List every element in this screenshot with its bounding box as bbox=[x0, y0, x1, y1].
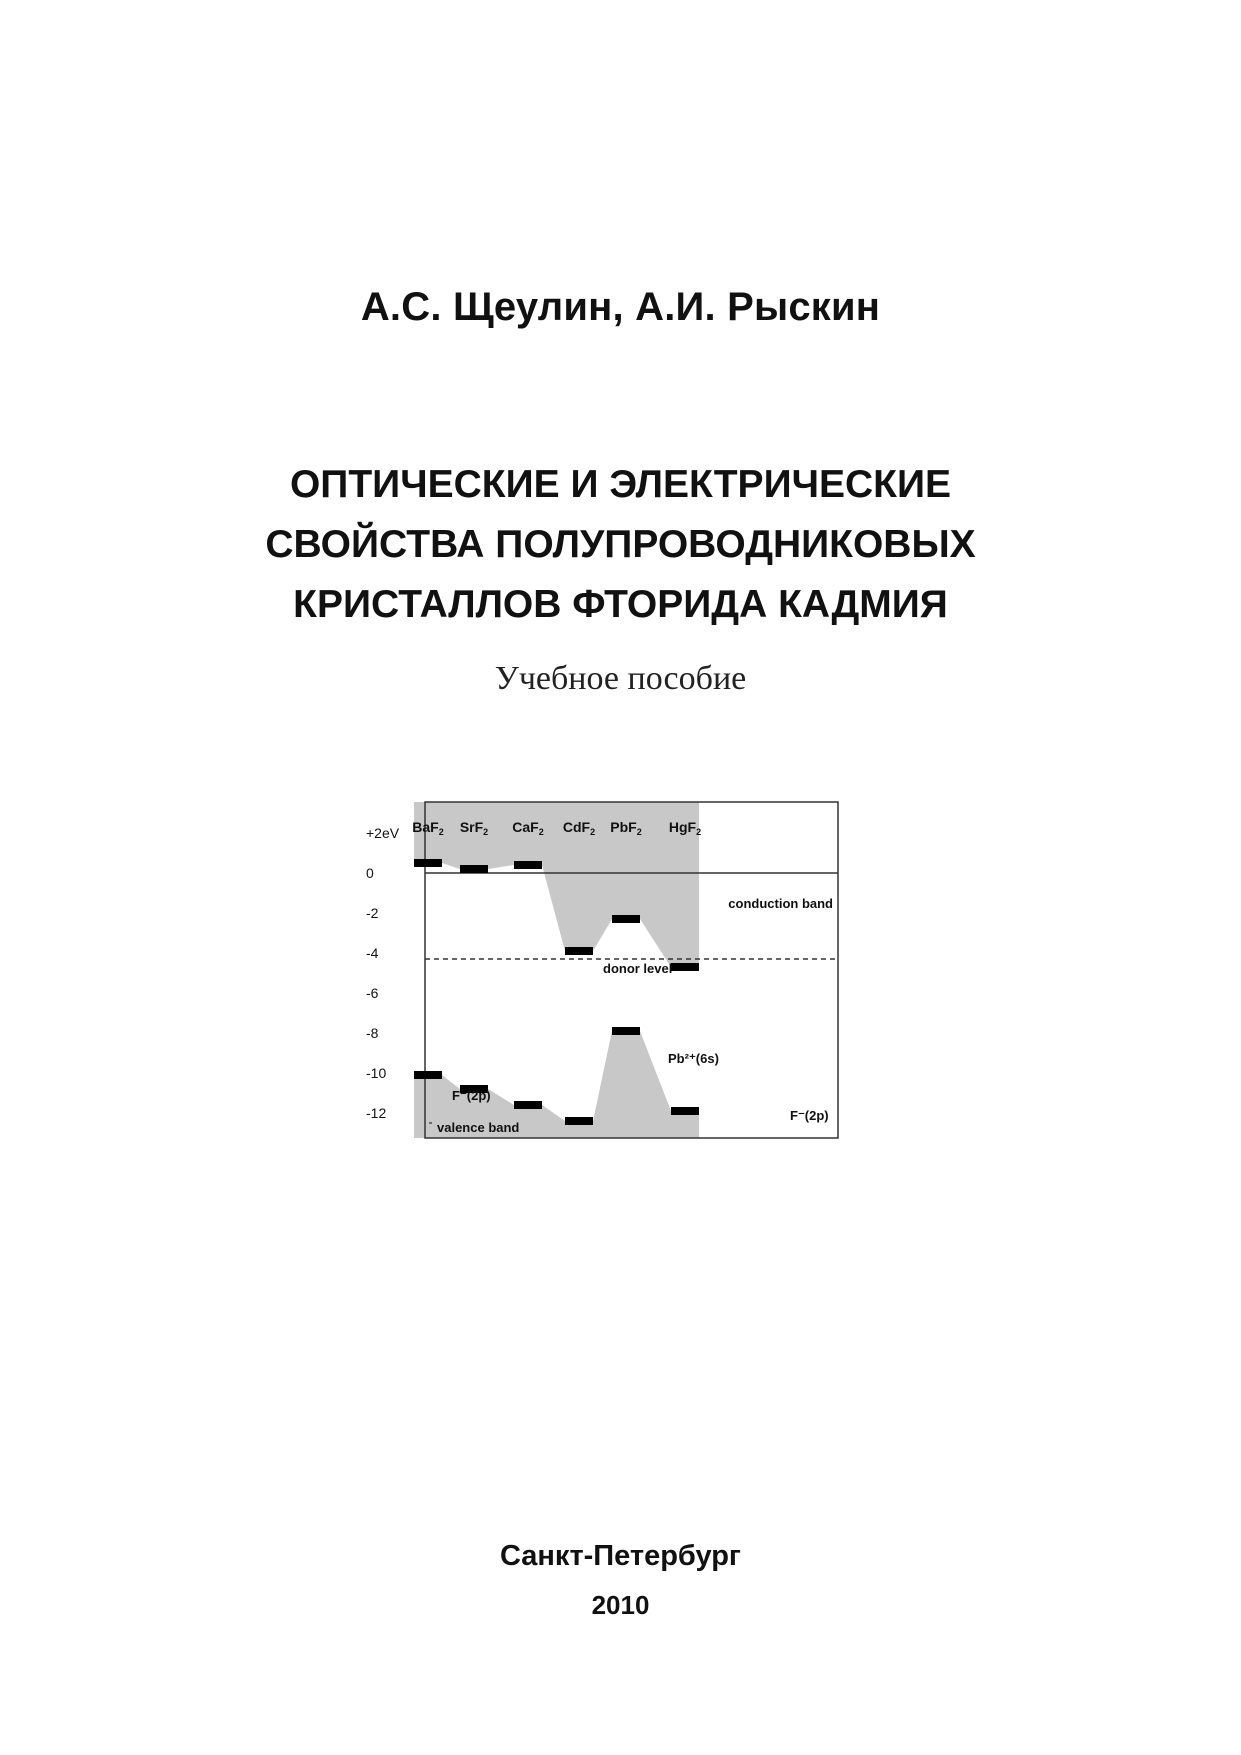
compound-label: CdF$_2$ bbox=[562, 819, 596, 837]
y-tick-label: -12 bbox=[366, 1105, 387, 1121]
donor-level-label: donor level bbox=[603, 961, 673, 976]
valence-level-mark bbox=[612, 1027, 640, 1035]
publication-city: Санкт-Петербург bbox=[499, 1540, 742, 1572]
y-tick-labels bbox=[366, 825, 400, 1121]
conduction-level-mark bbox=[514, 861, 542, 869]
valence-level-mark bbox=[414, 1071, 442, 1079]
valence-level-mark bbox=[514, 1101, 542, 1109]
y-tick-label: 0 bbox=[366, 865, 374, 881]
compound-label: SrF$_2$ bbox=[459, 819, 489, 837]
compound-label: HgF$_2$ bbox=[668, 819, 702, 837]
conduction-level-mark bbox=[612, 915, 640, 923]
valence-level-mark bbox=[671, 1107, 699, 1115]
title-line-1: ОПТИЧЕСКИЕ И ЭЛЕКТРИЧЕСКИЕ bbox=[289, 463, 952, 506]
conduction-level-mark bbox=[671, 963, 699, 971]
y-tick-label: -10 bbox=[366, 1065, 387, 1081]
y-tick-label: -4 bbox=[366, 945, 379, 961]
title-line-3: КРИСТАЛЛОВ ФТОРИДА КАДМИЯ bbox=[293, 583, 948, 626]
band-diagram-figure bbox=[366, 790, 850, 1140]
band-diagram bbox=[366, 790, 850, 1140]
subtitle: Учебное пособие bbox=[494, 660, 747, 697]
f2p-left-label: F⁻(2p) bbox=[452, 1088, 491, 1103]
compound-label: PbF$_2$ bbox=[610, 819, 642, 837]
compound-label: CaF$_2$ bbox=[512, 819, 544, 837]
book-title bbox=[0, 455, 1241, 635]
conduction-level-mark bbox=[414, 859, 442, 867]
title-line-2: СВОЙСТВА ПОЛУПРОВОДНИКОВЫХ bbox=[265, 523, 976, 566]
valence-level-mark bbox=[565, 1117, 593, 1125]
y-tick-label: -2 bbox=[366, 905, 379, 921]
y-tick-label: +2eV bbox=[366, 825, 400, 841]
y-tick-label: -8 bbox=[366, 1025, 379, 1041]
f2p-right-label: F⁻(2p) bbox=[790, 1108, 829, 1123]
conduction-band-fill bbox=[414, 802, 702, 967]
valence-band-label: valence band bbox=[437, 1120, 520, 1135]
publication-year: 2010 bbox=[591, 1590, 650, 1620]
conduction-level-mark bbox=[565, 947, 593, 955]
conduction-level-mark bbox=[460, 865, 488, 873]
compound-label: BaF$_2$ bbox=[412, 819, 444, 837]
conduction-band-label: conduction band bbox=[728, 896, 833, 911]
y-tick-label: -6 bbox=[366, 985, 379, 1001]
authors: А.С. Щеулин, А.И. Рыскин bbox=[360, 285, 881, 329]
pb6s-label: Pb²⁺(6s) bbox=[668, 1051, 719, 1066]
